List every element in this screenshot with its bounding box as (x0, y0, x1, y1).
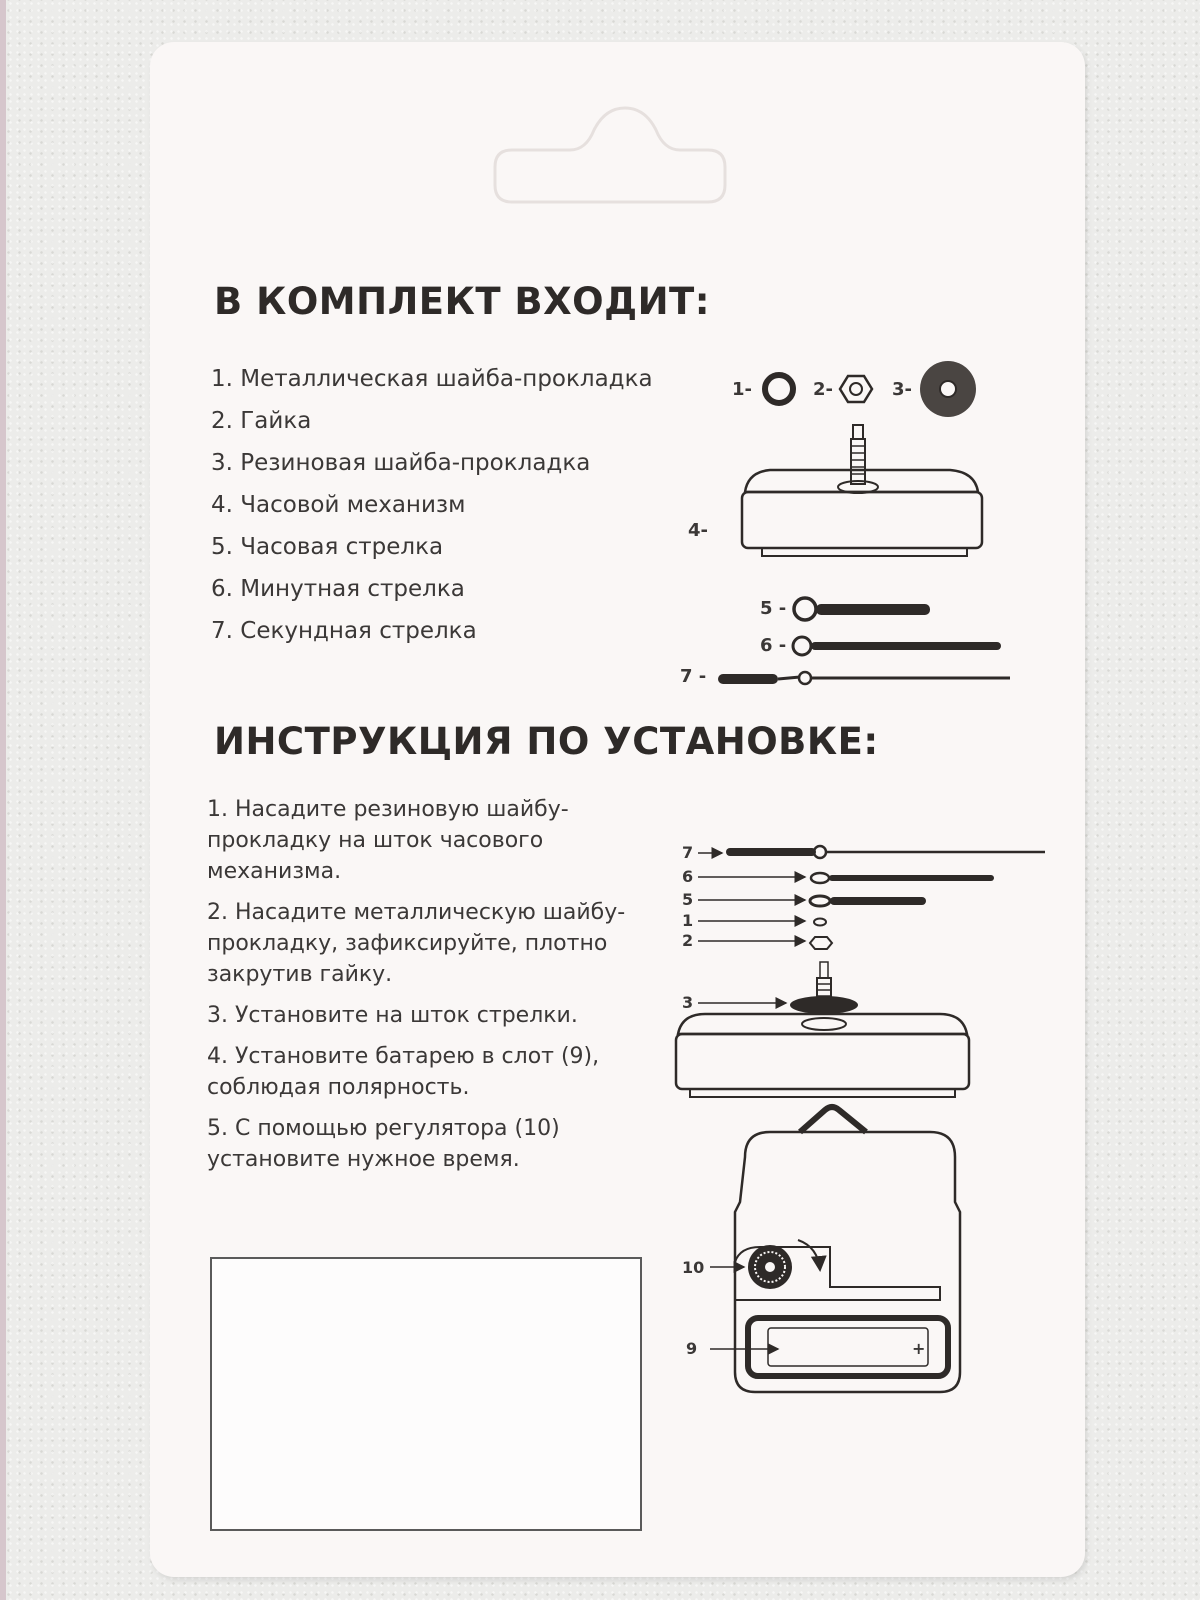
install-steps (207, 794, 647, 1185)
sticker-label-box (210, 1257, 642, 1531)
step-4: 4. Установите батарею в слот (9), соблюдая полярность. (207, 1044, 600, 1100)
step-3: 3. Установите на шток стрелки. (207, 1003, 578, 1028)
step-5: 5. С помощью регулятора (10) установите нужное время. (207, 1116, 560, 1172)
clock-movement-icon (742, 492, 982, 548)
label-5: 5 - (760, 598, 787, 619)
list-item: 3. Резиновая шайба-прокладка (211, 450, 591, 476)
step-2: 2. Насадите металлическую шайбу-прокладку, зафиксируйте, плотно закрутив гайку. (207, 900, 626, 987)
label-6: 6 - (760, 635, 787, 656)
back-label-10: 10 (682, 1258, 705, 1277)
nut-icon (840, 376, 872, 402)
hour-hand-icon (794, 598, 816, 620)
kit-parts-list (211, 358, 653, 652)
asm-label-5: 5 (682, 890, 694, 909)
label-4: 4- (688, 520, 708, 541)
list-item: 4. Часовой механизм (211, 492, 466, 518)
package-card (150, 42, 1085, 1577)
list-item: 1. Металлическая шайба-прокладка (211, 366, 653, 392)
label-7: 7 - (680, 666, 707, 687)
minute-hand-icon (793, 637, 811, 655)
list-item: 2. Гайка (211, 408, 312, 434)
second-hand-icon (718, 674, 778, 684)
asm-label-6: 6 (682, 867, 694, 886)
background-edge (0, 0, 6, 1600)
hang-hole (150, 42, 1085, 242)
metal-washer-icon (765, 375, 793, 403)
kit-heading: В КОМПЛЕКТ ВХОДИТ: (214, 280, 711, 323)
step-1: 1. Насадите резиновую шайбу-прокладку на шток часового механизма. (207, 797, 569, 884)
label-1: 1- (732, 379, 752, 400)
list-item: 7. Секундная стрелка (211, 618, 477, 644)
kit-diagram (630, 312, 1050, 692)
label-3: 3- (892, 379, 912, 400)
list-item: 5. Часовая стрелка (211, 534, 444, 560)
asm-label-3: 3 (682, 993, 694, 1012)
plus-sign: + (912, 1339, 926, 1358)
hanger-icon (800, 1107, 866, 1132)
asm-label-2: 2 (682, 931, 694, 950)
back-label-9: 9 (686, 1339, 698, 1358)
label-2: 2- (813, 379, 833, 400)
movement-body-icon (676, 1034, 969, 1089)
asm-label-1: 1 (682, 911, 694, 930)
back-view-diagram (670, 1102, 1000, 1412)
install-heading: ИНСТРУКЦИЯ ПО УСТАНОВКЕ: (214, 720, 879, 763)
asm-label-7: 7 (682, 843, 694, 862)
shaft-icon (853, 425, 863, 439)
assembly-diagram (670, 802, 1070, 1122)
list-item: 6. Минутная стрелка (211, 576, 465, 602)
